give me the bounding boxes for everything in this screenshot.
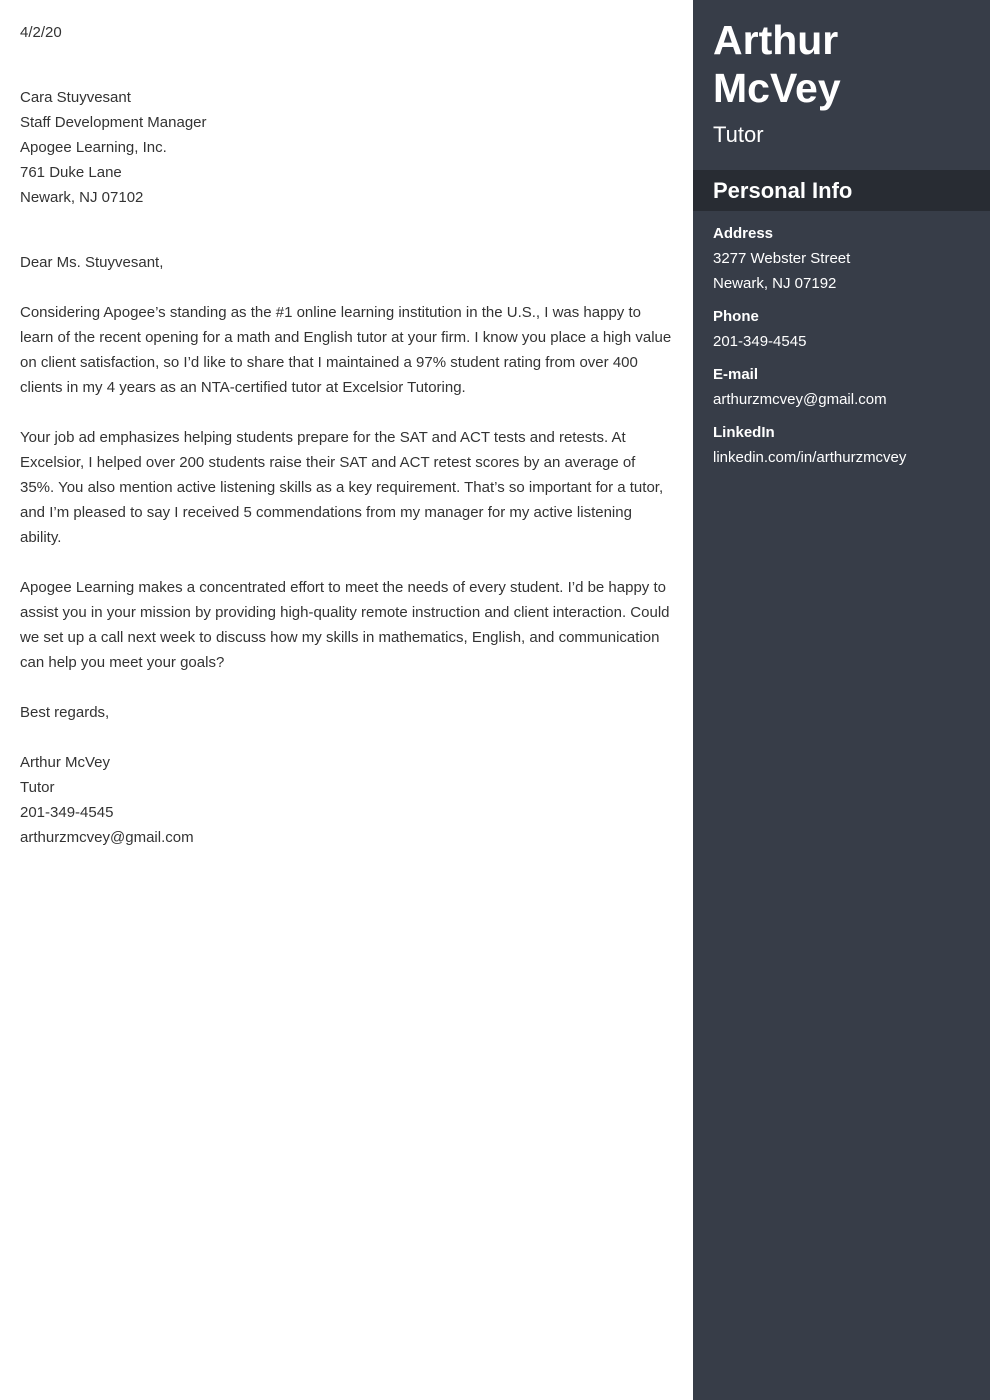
signature-phone: 201-349-4545 (20, 804, 114, 821)
signature-email: arthurzmcvey@gmail.com (20, 829, 194, 846)
salutation: Dear Ms. Stuyvesant, (20, 254, 164, 271)
personal-info (693, 211, 990, 470)
phone-group (713, 304, 970, 354)
linkedin-label: LinkedIn (713, 424, 775, 441)
signature-block (20, 750, 673, 850)
recipient-title: Staff Development Manager (20, 114, 207, 131)
letter-paragraph: Considering Apogee’s standing as the #1 online learning institution in the U.S., I was happy to learn of the recent opening for a math and English tutor at your firm. I know you place a high value on client satisfaction, so I’d like to share that I maintained a 97% student rating from over 400 clients in my 4 years as an NTA-certified tutor at Excelsior Tutoring. (20, 304, 672, 396)
linkedin-group (713, 420, 970, 470)
address-group (713, 221, 970, 296)
signature-title: Tutor (20, 779, 55, 796)
applicant-job-title: Tutor (713, 122, 764, 147)
recipient-street: 761 Duke Lane (20, 164, 122, 181)
letter-paragraph: Apogee Learning makes a concentrated effort to meet the needs of every student. I’d be happy to assist you in your mission by providing high-quality remote instruction and client interaction. Could we set up a call next week to discuss how my skills in mathematics, English, and communication can help you meet your goals? (20, 579, 670, 671)
applicant-last-name: McVey (713, 65, 841, 111)
letter-paragraph: Your job ad emphasizes helping students prepare for the SAT and ACT tests and retests. At Excelsior, I helped over 200 students raise their SAT and ACT retest scores by an average of 35%. You also mention active listening skills as a key requirement. That’s so important for a tutor, and I’m pleased to say I received 5 commendations from my manager for my active listening ability. (20, 429, 664, 546)
recipient-city: Newark, NJ 07102 (20, 189, 144, 206)
closing: Best regards, (20, 704, 110, 721)
linkedin-value: linkedin.com/in/arthurzmcvey (713, 449, 907, 466)
address-line-1: 3277 Webster Street (713, 250, 851, 267)
phone-label: Phone (713, 308, 759, 325)
address-line-2: Newark, NJ 07192 (713, 275, 837, 292)
letter-date: 4/2/20 (20, 24, 62, 41)
email-group (713, 362, 970, 412)
email-value: arthurzmcvey@gmail.com (713, 391, 887, 408)
recipient-company: Apogee Learning, Inc. (20, 139, 167, 156)
recipient-block (20, 85, 673, 210)
applicant-first-name: Arthur (713, 17, 839, 63)
email-label: E-mail (713, 366, 759, 383)
phone-value: 201-349-4545 (713, 333, 807, 350)
signature-name: Arthur McVey (20, 754, 111, 771)
applicant-name (693, 0, 990, 112)
recipient-name: Cara Stuyvesant (20, 89, 131, 106)
personal-info-header: Personal Info (693, 170, 990, 211)
sidebar (693, 0, 990, 1400)
address-label: Address (713, 225, 774, 242)
